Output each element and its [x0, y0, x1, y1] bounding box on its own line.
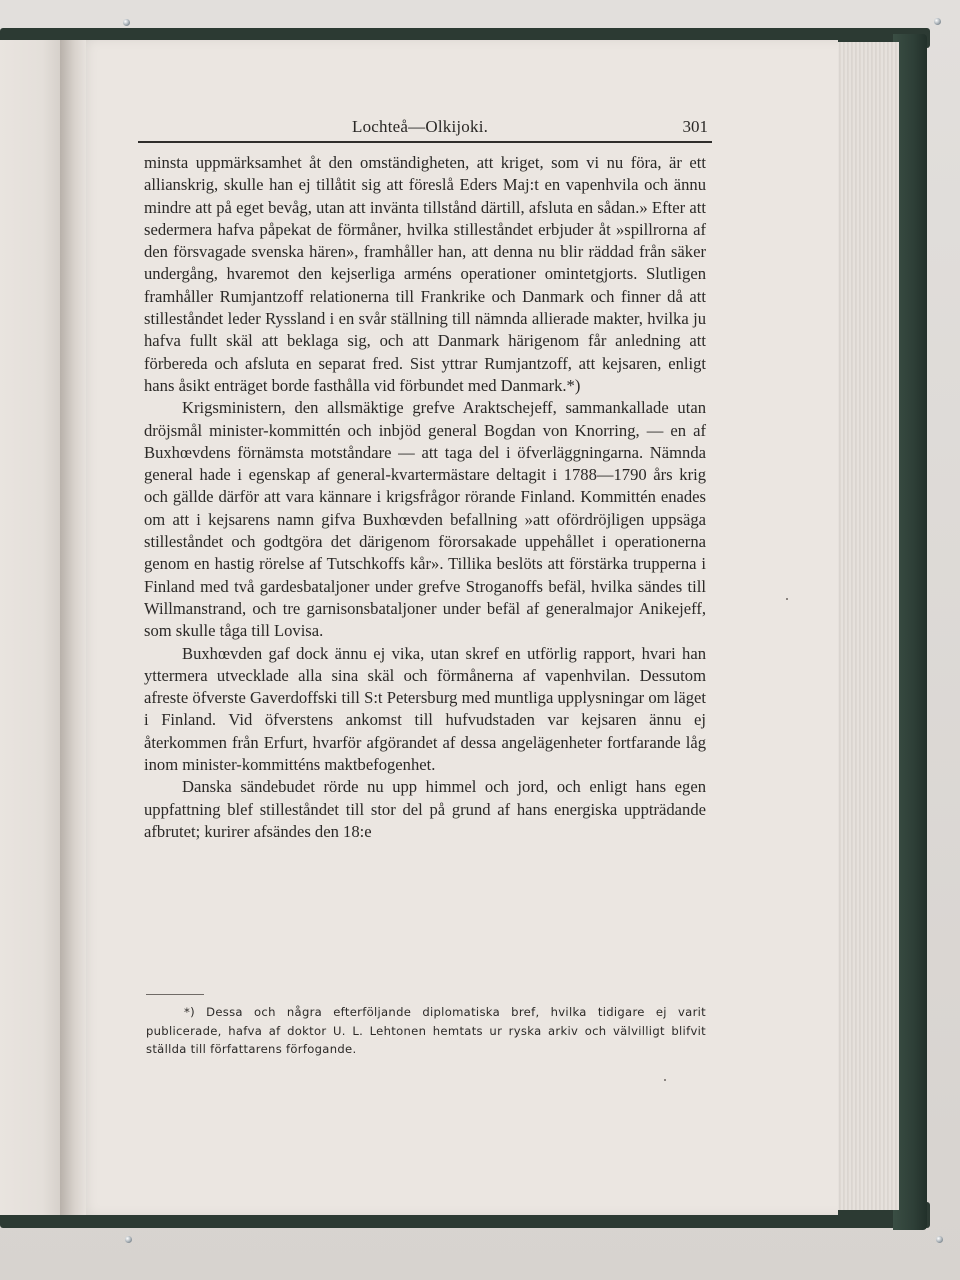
pin-icon: [936, 1236, 943, 1243]
paragraph: Danska sändebudet rörde nu upp himmel och jord, och enligt hans egen uppfattning blef stilleståndet till stor del på grund af hans energiska uppträdande afbrutet; kurirer afsändes den 18:e: [144, 777, 706, 841]
footnote-text: *) Dessa och några efterföljande diplomatiska bref, hvilka tidigare ej varit publicerade, hafva af doktor U. L. Lehtonen hemtats ur ryska arkiv och välvilligt blifvit ställda till författarens förfogande.: [146, 1005, 706, 1056]
paper-speck: [664, 1079, 666, 1081]
footnote-rule: [146, 994, 204, 995]
running-title: Lochteå—Olkijoki.: [352, 117, 489, 136]
pin-icon: [125, 1236, 132, 1243]
paragraph: Buxhœvden gaf dock ännu ej vika, utan skref en utförlig rapport, hvari han yttermera utvecklade alla sina skäl och förmånerna af vapenhvilan. Dessutom afreste öfverste Gaverdoffski till S:t Petersburg med muntliga upplysningar om läget i Finland. Vid öfverstens ankomst till hufvudstaden var kejsaren ännu ej återkommen från Erfurt, hvarför afgörandet af dessa angelägenheter fortfarande låg inom minister-kommitténs maktbefogenhet.: [144, 643, 706, 775]
body-text: [144, 152, 706, 843]
header-rule: [138, 141, 712, 143]
page-stack-edges: [836, 42, 899, 1210]
footnote: [146, 1003, 706, 1059]
paragraph: Krigsministern, den allsmäktige grefve Araktschejeff, sammankallade utan dröjsmål minister-kommittén och inbjöd general Bogdan von Knorring, — en af Buxhœvdens förnämsta motståndare — att taga del i öfverläggningarna. Nämnda general hade i egenskap af general-kvartermästare deltagit i 1788—1790 års krig och gällde därför att vara kännare i krigsfrågor rörande Finland. Kommittén enades om att i kejsarens namn gifva Buxhœvden befallning »att ofördröjligen uppsäga stilleståndet och godtgöra det därigenom förorsakade uppehållet i operationerna genom en hastig rörelse af Tutschkoffs kår». Tillika beslöts att förstärka trupperna i Finland med två gardesbataljoner under grefve Stroganoffs befäl, hvilka sändes till Willmanstrand, och tre garnisonsbataljoner under befäl af generalmajor Anikejeff, som skulle tåga till Lovisa.: [144, 398, 706, 641]
paragraph: minsta uppmärksamhet åt den omständigheten, att kriget, som vi nu föra, är ett allianskrig, skulle han ej tillåtit sig att föreslå Eders Maj:t en vapenhvila och ännu mindre att på eget bevåg, utan att invänta tillstånd därtill, afsluta en sådan.» Efter att sedermera hafva påpekat de förmåner, hvilka stilleståndet erbjuder åt »spillrorna af den försvagade svenska hären», framhåller han, att denna nu blir räddad från säker undergång, hvaremot den kejserliga arméns operationer omintetgjorts. Slutligen framhåller Rumjantzoff relationerna till Frankrike och Danmark och finner då att stilleståndet leder Ryssland i en svår ställning till nämnda allierade makter, hvilka ju hafva fullt skäl att beklaga sig, och att Danmark härigenom får anledning att förbereda och afsluta en separat fred. Sist yttrar Rumjantzoff, att kejsaren, enligt hans åsikt enträget borde fasthålla vid förbundet med Danmark.*): [144, 153, 706, 395]
pin-icon: [123, 19, 130, 26]
page-number: 301: [682, 117, 708, 136]
paper-speck: [786, 598, 788, 600]
pin-icon: [934, 18, 941, 25]
page-header: [138, 115, 712, 141]
book-gutter: [60, 40, 86, 1215]
